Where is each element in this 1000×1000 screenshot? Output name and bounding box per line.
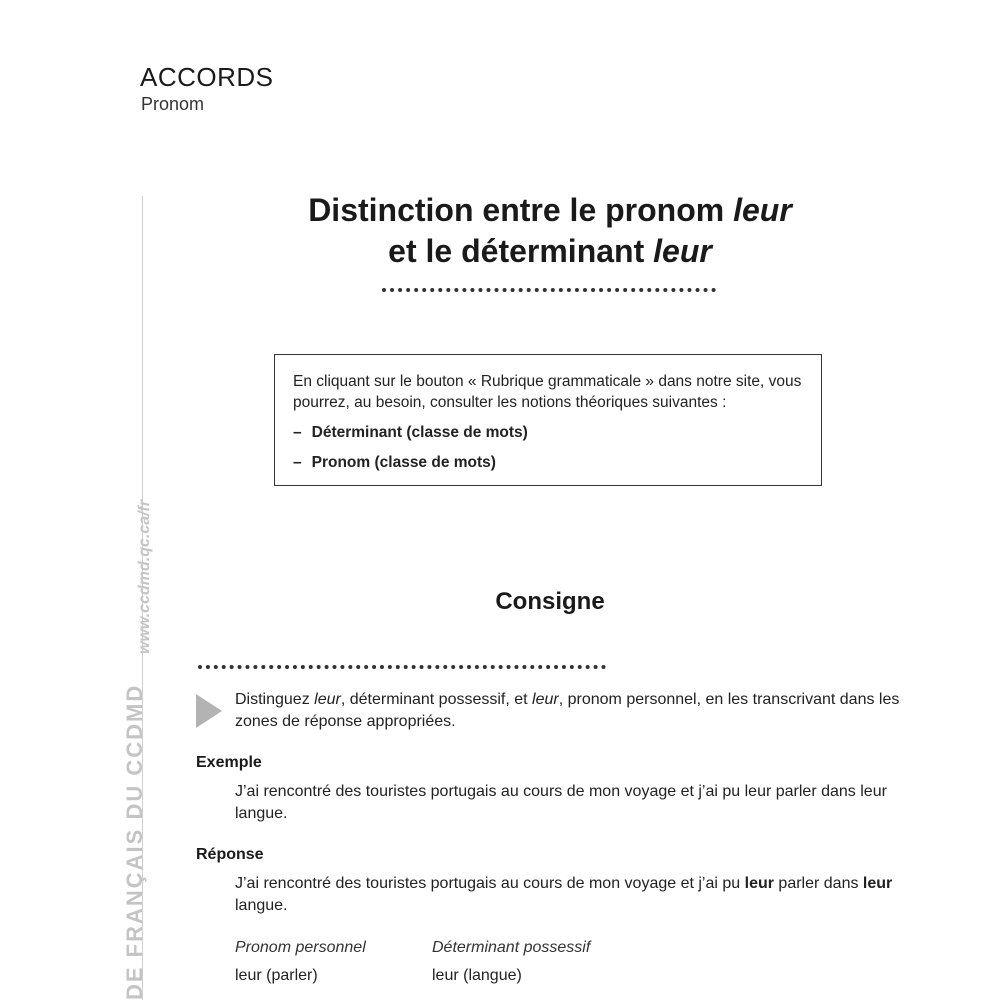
column-heading-determinant: Déterminant possessif [432, 939, 591, 956]
answer-label: Réponse [196, 846, 264, 863]
sidebar-url: www.ccdmd.qc.ca/fr [136, 499, 153, 654]
title-italic-leur: leur [733, 192, 792, 228]
example-text: J’ai rencontré des touristes portugais au cours de mon voyage et j’ai pu leur parler dans leur langue. [235, 783, 887, 822]
title-italic-leur: leur [653, 233, 712, 269]
example-label: Exemple [196, 754, 262, 771]
info-item: – Déterminant (classe de mots) [293, 424, 528, 441]
answer-value-pronom: leur (parler) [235, 967, 318, 984]
page-title [200, 190, 900, 272]
info-box [274, 354, 822, 486]
answer-text: J’ai rencontré des touristes portugais au cours de mon voyage et j’ai pu leur parler dans leur langue. [235, 875, 893, 914]
column-heading-pronom: Pronom personnel [235, 939, 366, 956]
instruction-text: Distinguez leur, déterminant possessif, et leur, pronom personnel, en les transcrivant dans les zones de réponse appropriées. [235, 691, 900, 730]
title-dotted-separator [382, 288, 716, 292]
info-item: – Pronom (classe de mots) [293, 454, 496, 471]
consigne-heading: Consigne [495, 588, 605, 615]
play-arrow-icon [196, 694, 222, 728]
section-subtitle: Pronom [141, 94, 205, 114]
sidebar-publisher: DE FRANÇAIS DU CCDMD [122, 683, 147, 1000]
page-title-line-2: et le déterminant leur [388, 233, 712, 269]
consigne-dotted-separator [198, 665, 606, 669]
answer-value-determinant: leur (langue) [432, 967, 522, 984]
section-title: ACCORDS [140, 62, 274, 92]
page-title-line-1: Distinction entre le pronom leur [308, 192, 792, 228]
info-box-intro: En cliquant sur le bouton « Rubrique grammaticale » dans notre site, vous pourrez, au besoin, consulter les notions théoriques suivantes : [293, 373, 802, 411]
